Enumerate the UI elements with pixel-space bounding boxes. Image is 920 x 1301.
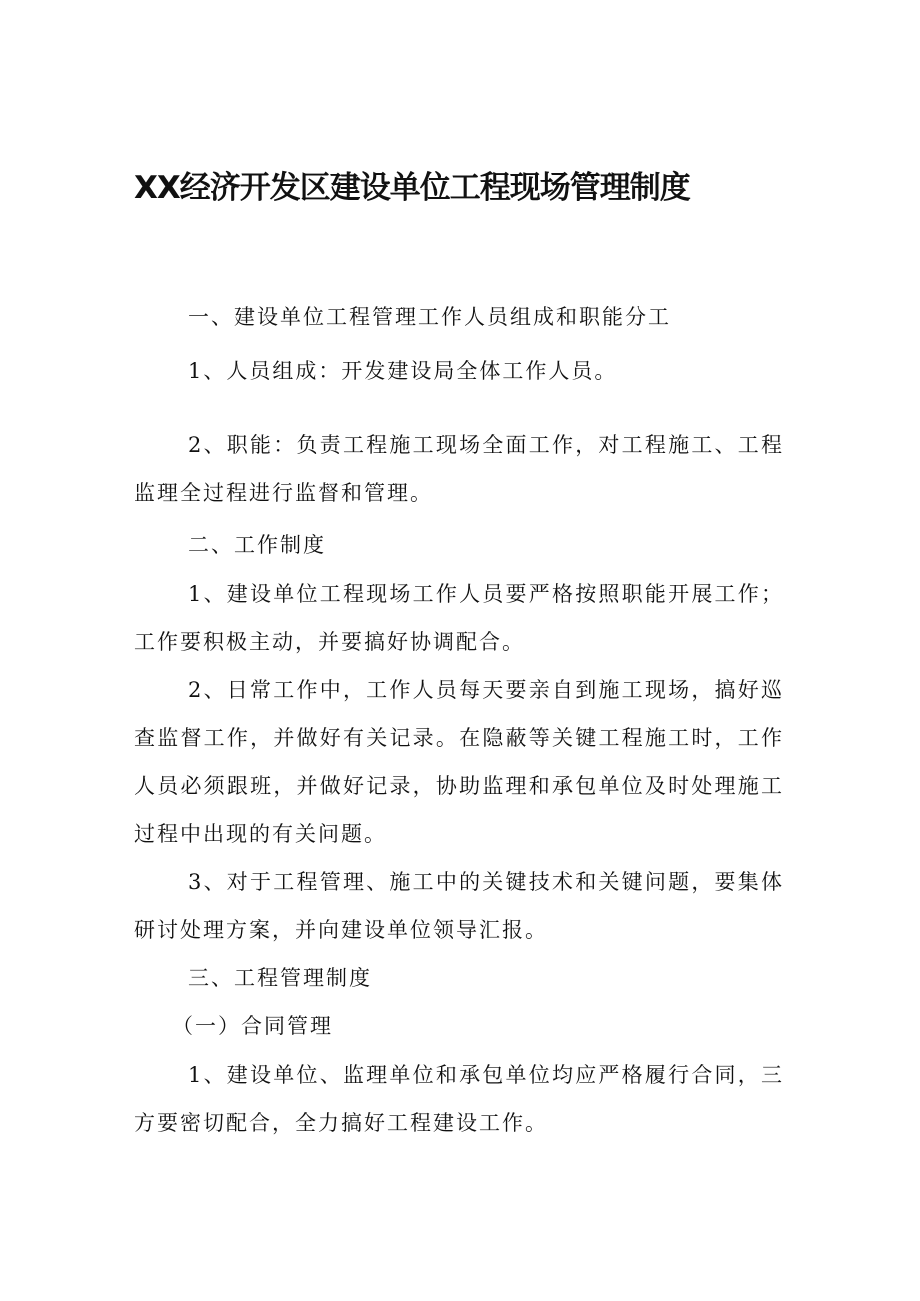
section-heading-1: 一、建设单位工程管理工作人员组成和职能分工 [188, 305, 671, 329]
document-title: XX经济开发区建设单位工程现场管理制度 [134, 170, 690, 206]
paragraph-work-rule-2: 2、日常工作中，工作人员每天要亲自到施工现场，搞好巡查监督工作，并做好有关记录。在隐蔽等关键工程施工时，工作人员必须跟班，并做好记录，协助监理和承包单位及时处理施工过程中出现的有关问题。 [134, 678, 784, 846]
paragraph-duties: 2、职能：负责工程施工现场全面工作，对工程施工、工程监理全过程进行监督和管理。 [134, 433, 784, 505]
paragraph-work-rule-3: 3、对于工程管理、施工中的关键技术和关键问题，要集体研讨处理方案，并向建设单位领导汇报。 [134, 870, 784, 942]
paragraph-personnel: 1、人员组成：开发建设局全体工作人员。 [188, 359, 618, 383]
paragraph-work-rule-1: 1、建设单位工程现场工作人员要严格按照职能开展工作；工作要积极主动，并要搞好协调配合。 [134, 582, 784, 654]
paragraph-contract-rule-1: 1、建设单位、监理单位和承包单位均应严格履行合同，三方要密切配合，全力搞好工程建设工作。 [134, 1063, 784, 1135]
section-heading-3: 三、工程管理制度 [188, 966, 372, 990]
section-heading-2: 二、工作制度 [188, 533, 326, 557]
subsection-heading-contract: （一）合同管理 [172, 1014, 333, 1038]
